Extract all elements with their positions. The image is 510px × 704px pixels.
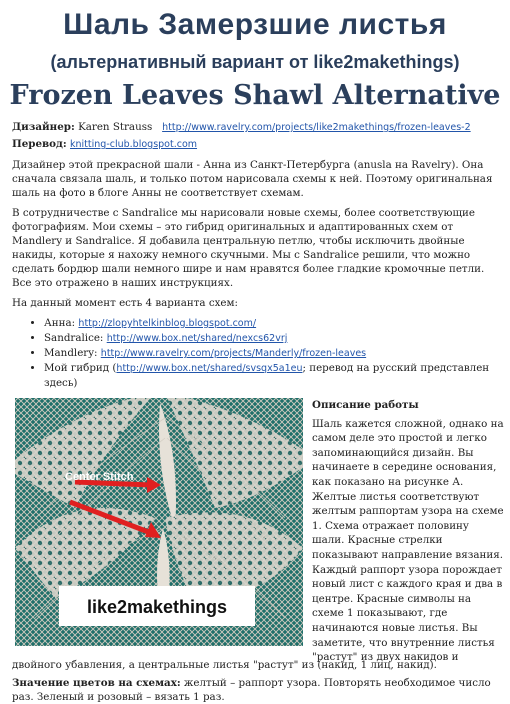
page-subtitle: (альтернативный вариант от like2makethings) (50, 52, 460, 72)
description-text: Шаль кажется сложной, однако на самом деле это простой и легко запоминающийся дизайн. Вы начинаете в середине основания, как показано на рисунке А. Желтые листья соответствуют желтым раппортам узора на схеме 1. Схема отражает половину шали. Красные стрелки показывают направление вязания. Каждый раппорт узора порождает новый лист с каждого края и два в центре. Красные символы на схеме 1 показывают, где начинаются новые листья. Вы заметите, что внутренние листья "растут" из двух накидов и (312, 417, 504, 664)
designer-link[interactable]: http://www.ravelry.com/projects/like2makethings/frozen-leaves-2 (162, 122, 471, 133)
list-item: • Sandralice: http://www.box.net/shared/nexcs62vrj (44, 331, 502, 346)
intro-paragraph: Дизайнер этой прекрасной шали - Анна из Санкт-Петербурга (anusla на Ravelry). Она сначала связала шаль, и только потом нарисовала схемы к ней. Поэтому оригинальная шаль на фото в блоге Анны не соответствует схемам. (12, 159, 493, 199)
variants-list (12, 316, 502, 390)
colors-note-label: Значение цветов на схемах: (12, 677, 181, 689)
list-item: • Анна: http://zlopyhtelkinblog.blogspot.com/ (44, 316, 502, 331)
variants-intro: На данный момент есть 4 варианта схем: (12, 297, 238, 309)
variant-link-mandlery[interactable]: http://www.ravelry.com/projects/Manderly/frozen-leaves (100, 348, 367, 359)
watermark-text: like2makethings (86, 597, 228, 617)
designer-name: Karen Strauss (78, 121, 153, 133)
translation-line (12, 137, 502, 152)
continuation-text: двойного убавления, а центральные листья "растут" из (накид, 1 лиц, накид). (12, 659, 437, 671)
bottom-text (12, 658, 507, 704)
shawl-photo (15, 398, 303, 646)
colors-note: Значение цветов на схемах: желтый – раппорт узора. Повторять необходимое число раз. Зеленый и розовый – вязать 1 раз. (12, 677, 491, 703)
translation-label: Перевод: (12, 138, 67, 150)
variant-link-anna[interactable]: http://zlopyhtelkinblog.blogspot.com/ (78, 318, 257, 329)
list-item: • Mandlery: http://www.ravelry.com/projects/Manderly/frozen-leaves (44, 346, 502, 361)
list-item: • Мой гибрид (http://www.box.net/shared/svsqx5a1eu; перевод на русский представлен здесь) (44, 361, 502, 390)
collaboration-paragraph: В сотрудничестве с Sandralice мы нарисовали новые схемы, более соответствующие фотографиям. Мои схемы – это гибрид оригинальных и адаптированных схем от Mandlery и Sandralice. Я добавила центральную петлю, чтобы исключить двойные накиды, которые я нахожу немного скучными. Мы с Sandralice решили, что можно сделать бордюр шали немного шире и нам нравятся более гладкие кромочные петли. Все это отражено в наших инструкциях. (12, 207, 485, 289)
description-heading: Описание работы (312, 399, 419, 411)
designer-label: Дизайнер: (12, 121, 75, 133)
variant-link-hybrid[interactable]: http://www.box.net/shared/svsqx5a1eu (116, 363, 303, 374)
english-title: Frozen Leaves Shawl Alternative (9, 80, 501, 111)
variant-link-sandralice[interactable]: http://www.box.net/shared/nexcs62vrj (106, 333, 288, 344)
article-body (12, 120, 502, 396)
designer-line (12, 120, 502, 135)
translation-link[interactable]: knitting-club.blogspot.com (70, 139, 198, 150)
description-column (312, 398, 504, 665)
page-title: Шаль Замерзшие листья (63, 8, 447, 41)
center-stitch-label: Center Stitch (65, 471, 134, 483)
